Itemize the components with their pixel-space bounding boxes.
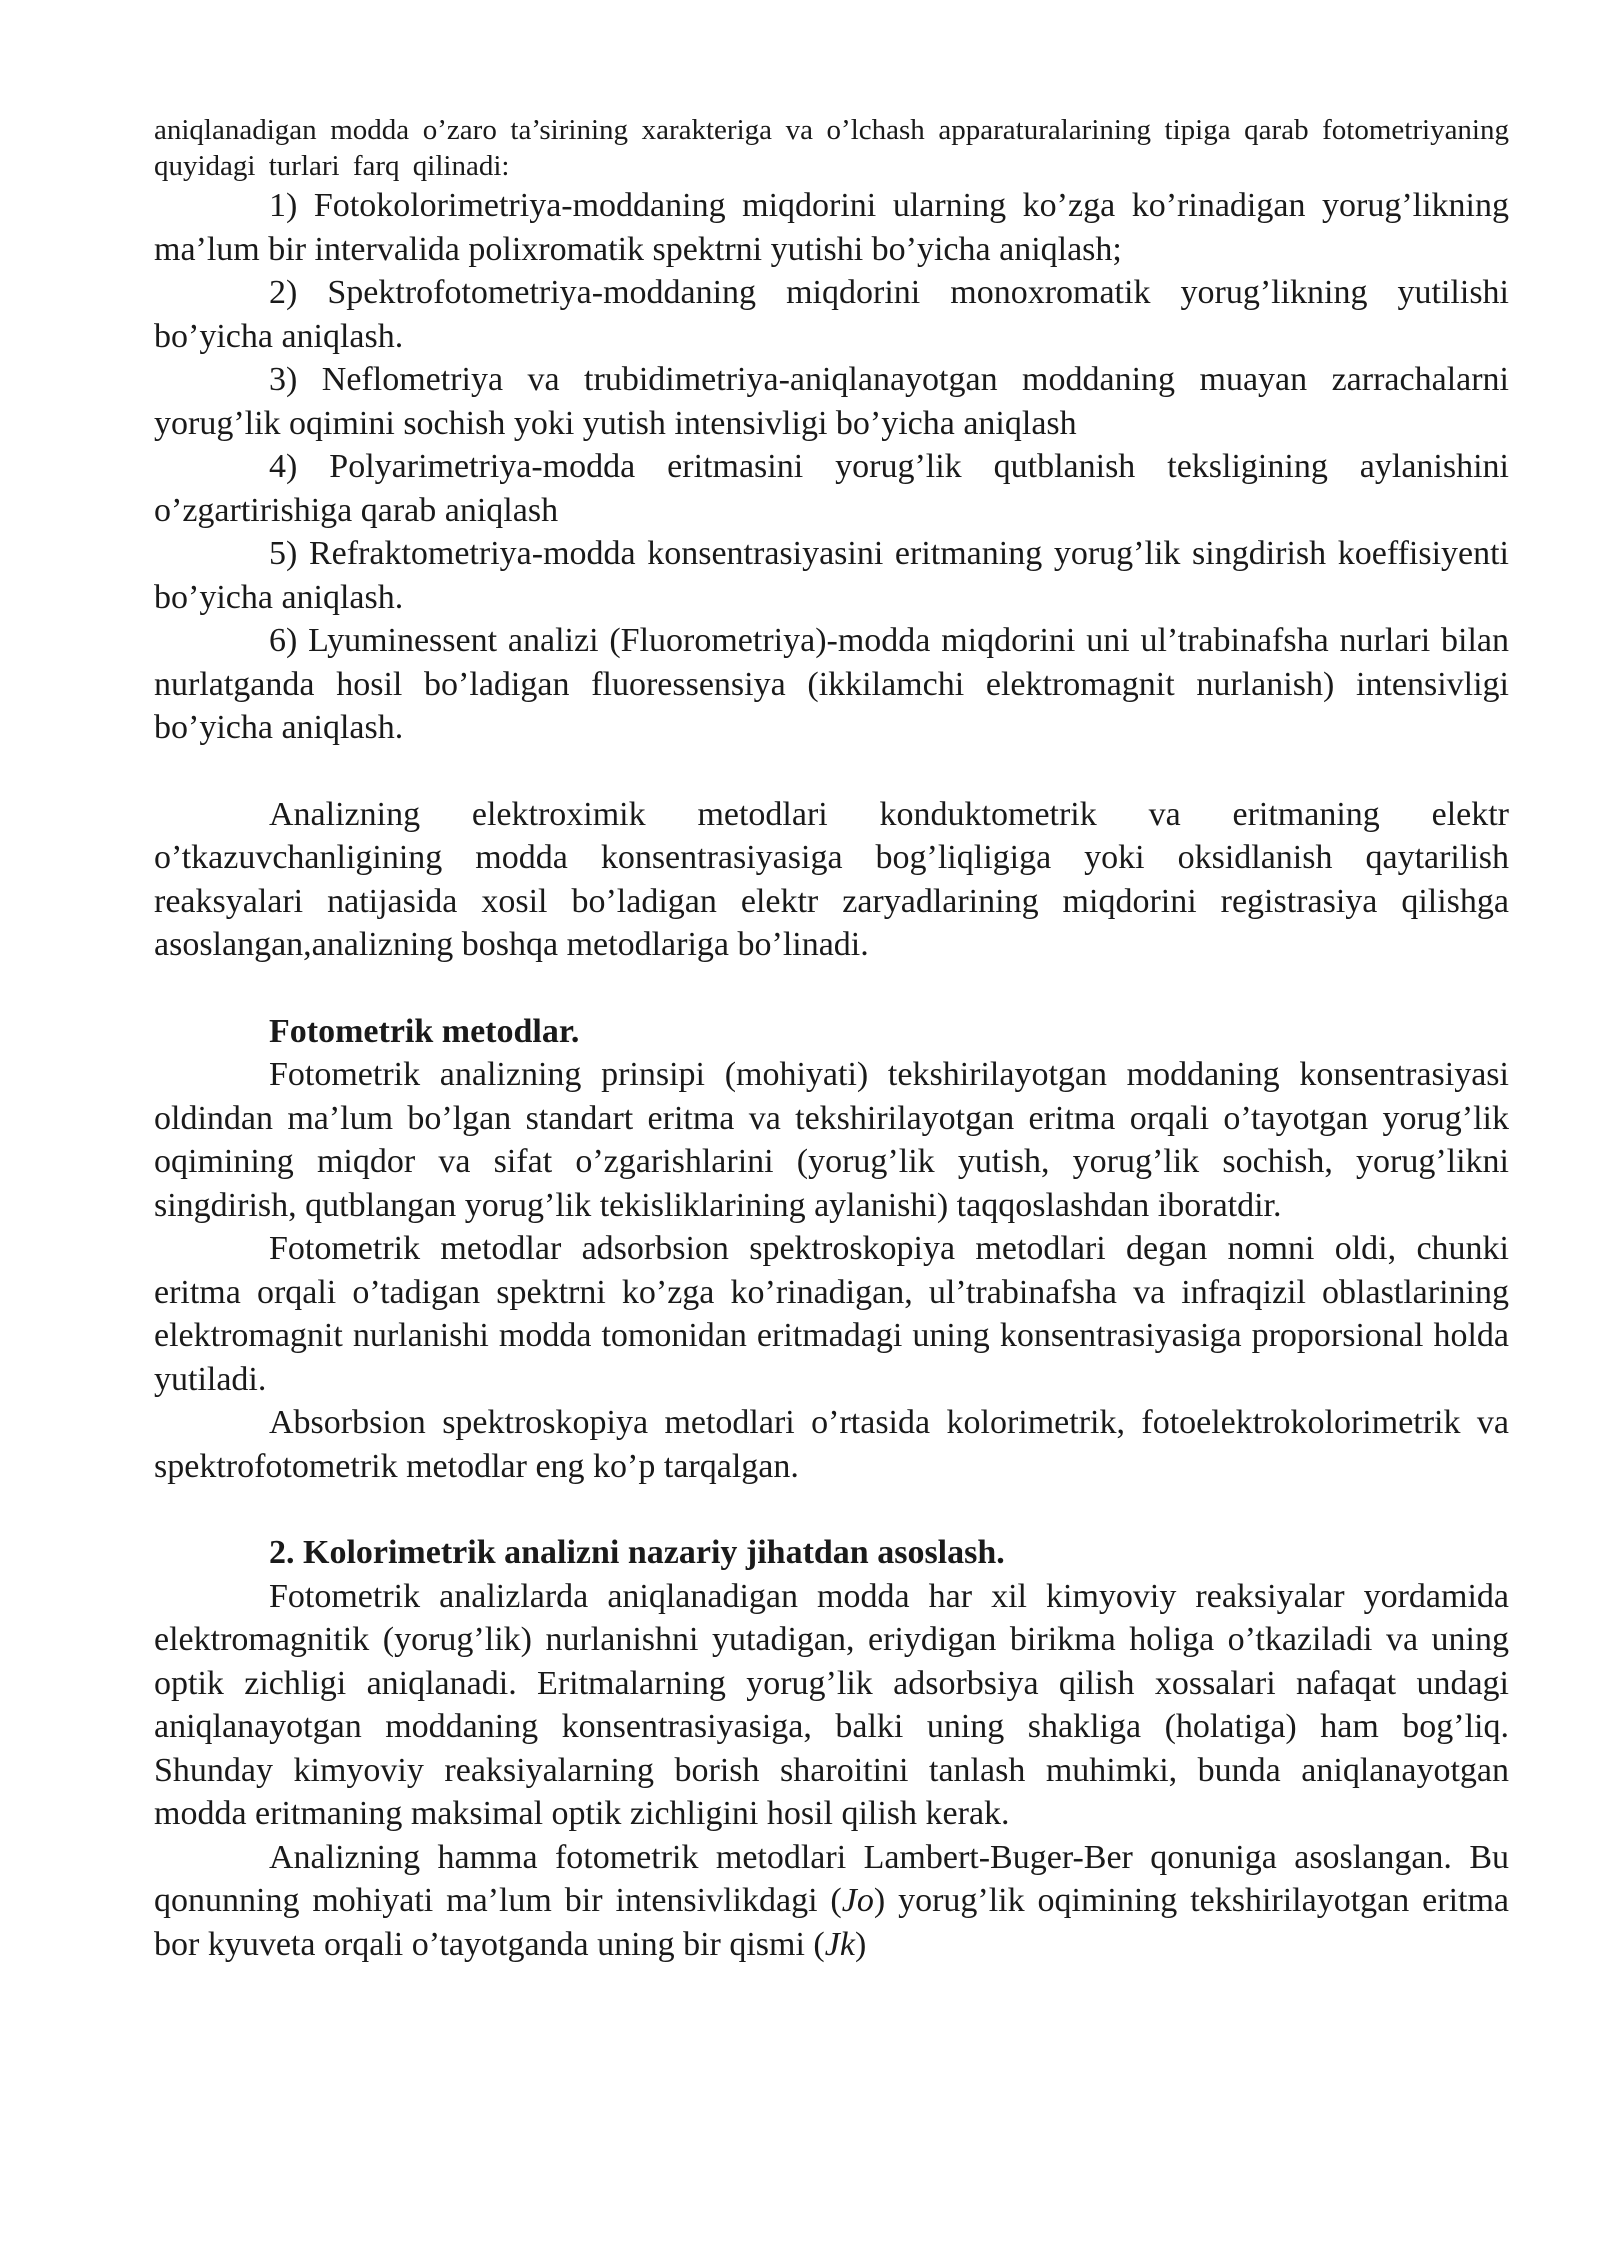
body-paragraph — [154, 1836, 1509, 1967]
section-heading: Fotometrik metodlar. — [269, 1012, 580, 1050]
list-item: 5) Refraktometriya-modda konsentrasiyasini eritmaning yorug’lik singdirish koeffisiyenti bo’yicha aniqlash. — [154, 535, 1509, 616]
list-item: 2) Spektrofotometriya-moddaning miqdorini monoxromatik yorug’likning yutilishi bo’yicha aniqlash. — [154, 274, 1509, 355]
body-paragraph: Absorbsion spektroskopiya metodlari o’rtasida kolorimetrik, fotoelektrokolorimetrik va spektrofotometrik metodlar eng ko’p tarqalgan. — [154, 1404, 1509, 1485]
body-paragraph: Fotometrik analizlarda aniqlanadigan modda har xil kimyoviy reaksiyalar yordamida elektromagnitik (yorug’lik) nurlanishni yutadigan, eriydigan birikma holiga o’tkaziladi va uning optik zichligi aniqlanadi. Eritmalarning yorug’lik adsorbsiya qilish xossalari nafaqat undagi aniqlanayotgan moddaning konsentrasiyasiga, balki uning shakliga (holatiga) ham bog’liq. Shunday kimyoviy reaksiyalarning borish sharoitini tanlash muhimki, bunda aniqlanayotgan modda eritmaning maksimal optik zichligini hosil qilish kerak. — [154, 1577, 1509, 1832]
document-page — [154, 112, 1509, 1966]
text-run: ) — [854, 1925, 867, 1963]
body-paragraph: Fotometrik analizning prinsipi (mohiyati) tekshirilayotgan moddaning konsentrasiyasi oldindan ma’lum bo’lgan standart eritma va tekshirilayotgan eritma orqali o’tayotgan yorug’lik oqimining miqdor va sifat o’zgarishlarini (yorug’lik yutish, yorug’lik sochish, yorug’likni singdirish, qutblangan yorug’lik tekisliklarining aylanishi) taqqoslashdan iboratdir. — [154, 1056, 1509, 1224]
blank-line — [154, 967, 1509, 1010]
list-item: 6) Lyuminessent analizi (Fluorometriya)-modda miqdorini uni ul’trabinafsha nurlari bilan nurlatganda hosil bo’ladigan fluoressensiya (ikkilamchi elektromagnit nurlanish) intensivligi bo’yicha aniqlash. — [154, 622, 1509, 746]
body-paragraph: Fotometrik metodlar adsorbsion spektroskopiya metodlari degan nomni oldi, chunki eritma orqali o’tadigan spektrni ko’zga ko’rinadigan, ul’trabinafsha va infraqizil oblastlarining elektromagnit nurlanishi modda tomonidan eritmadagi uning konsentrasiyasiga proporsional holda yutiladi. — [154, 1230, 1509, 1398]
list-item: 3) Neflometriya va trubidimetriya-aniqlanayotgan moddaning muayan zarrachalarni yorug’lik oqimini sochish yoki yutish intensivligi bo’yicha aniqlash — [154, 361, 1509, 442]
electrochemical-paragraph: Analizning elektroximik metodlari konduktometrik va eritmaning elektr o’tkazuvchanligining modda konsentrasiyasiga bog’liqligiga yoki oksidlanish qaytarilish reaksyalari natijasida xosil bo’ladigan elektr zaryadlarining miqdorini registrasiya qilishga asoslangan,analizning boshqa metodlariga bo’linadi. — [154, 795, 1509, 963]
blank-line — [154, 1488, 1509, 1531]
section-heading: 2. Kolorimetrik analizni nazariy jihatdan asoslash. — [269, 1534, 1005, 1571]
text-run: ) yorug’lik oqimining tekshirilayotgan eritma bor kyuveta orqali o’tayotganda uning bir qismi ( — [154, 1882, 1510, 1963]
symbol-jk: Jk — [824, 1925, 855, 1963]
list-item: 4) Polyarimetriya-modda eritmasini yorug’lik qutblanish teksligining aylanishini o’zgartirishiga qarab aniqlash — [154, 448, 1509, 529]
symbol-jo: Jo — [841, 1882, 874, 1919]
text-run: Analizning hamma fotometrik metodlari Lambert-Buger-Ber qonuniga asoslangan. Bu qonunning mohiyati ma’lum bir intensivlikdagi ( — [154, 1838, 1509, 1919]
intro-paragraph: aniqlanadigan modda o’zaro ta’sirining xarakteriga va o’lchash apparaturalarining tipiga qarab fotometriyaning quyidagi turlari farq qilinadi: — [154, 114, 1509, 182]
list-item: 1) Fotokolorimetriya-moddaning miqdorini ularning ko’zga ko’rinadigan yorug’likning ma’lum bir intervalida polixromatik spektrni yutishi bo’yicha aniqlash; — [154, 187, 1509, 268]
blank-line — [154, 750, 1509, 793]
